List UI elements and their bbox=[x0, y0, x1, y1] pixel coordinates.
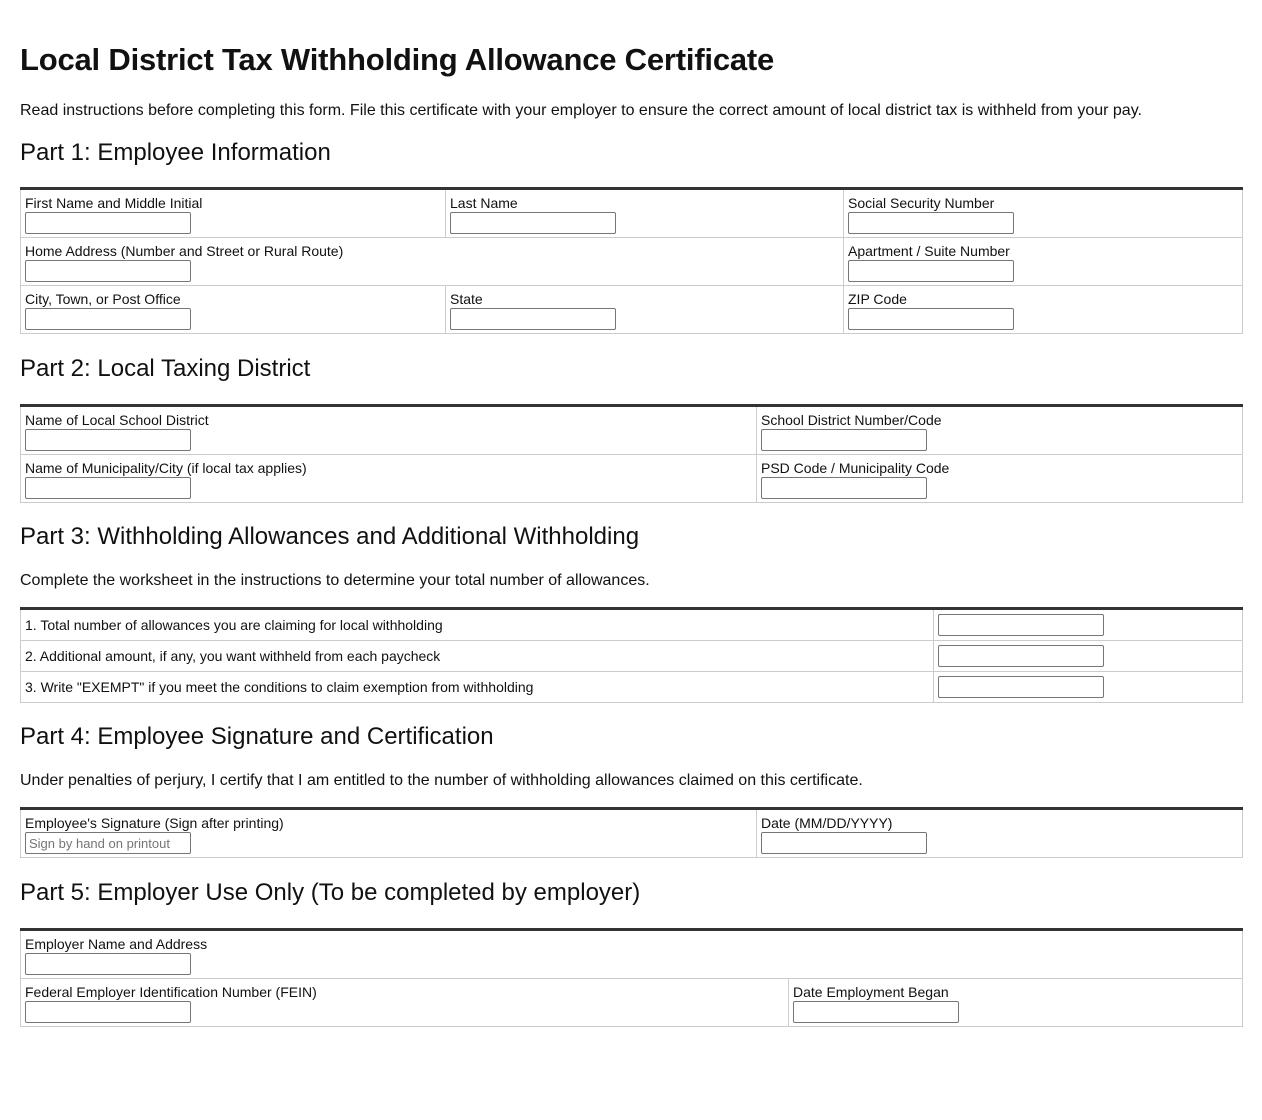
part3-heading: Part 3: Withholding Allowances and Additional Withholding bbox=[20, 523, 640, 550]
exempt-input[interactable] bbox=[938, 676, 1104, 698]
line-2-label: 2. Additional amount, if any, you want withheld from each paycheck bbox=[21, 641, 934, 672]
table-row bbox=[21, 406, 1243, 455]
table-row bbox=[21, 641, 1243, 672]
home-address-label: Home Address (Number and Street or Rural Route) bbox=[25, 243, 344, 259]
signature-label: Employee's Signature (Sign after printing) bbox=[25, 815, 284, 831]
signature-date-label: Date (MM/DD/YYYY) bbox=[761, 815, 893, 831]
last-name-cell bbox=[446, 189, 844, 238]
part4-heading: Part 4: Employee Signature and Certification bbox=[20, 723, 494, 750]
fein-input[interactable] bbox=[25, 1001, 191, 1023]
fein-label: Federal Employer Identification Number (FEIN) bbox=[25, 984, 317, 1000]
school-district-code-cell bbox=[757, 406, 1243, 455]
city-cell bbox=[21, 286, 446, 334]
line-3-input-cell bbox=[934, 672, 1243, 703]
employer-use-table bbox=[20, 928, 1243, 1027]
municipality-cell bbox=[21, 455, 757, 503]
line-1-label: 1. Total number of allowances you are claiming for local withholding bbox=[21, 609, 934, 641]
psd-code-cell bbox=[757, 455, 1243, 503]
city-label: City, Town, or Post Office bbox=[25, 291, 181, 307]
line-1-input-cell bbox=[934, 609, 1243, 641]
municipality-label: Name of Municipality/City (if local tax applies) bbox=[25, 460, 307, 476]
signature-table bbox=[20, 807, 1243, 858]
state-input[interactable] bbox=[450, 308, 616, 330]
last-name-input[interactable] bbox=[450, 212, 616, 234]
ssn-input[interactable] bbox=[848, 212, 1014, 234]
table-row bbox=[21, 979, 1243, 1027]
psd-code-label: PSD Code / Municipality Code bbox=[761, 460, 950, 476]
form-instructions: Read instructions before completing this form. File this certificate with your employer to ensure the correct amount of local district tax is withheld from your pay. bbox=[20, 102, 1142, 119]
ssn-cell bbox=[844, 189, 1243, 238]
psd-code-input[interactable] bbox=[761, 477, 927, 499]
municipality-input[interactable] bbox=[25, 477, 191, 499]
state-cell bbox=[446, 286, 844, 334]
table-row bbox=[21, 455, 1243, 503]
total-allowances-input[interactable] bbox=[938, 614, 1104, 636]
home-address-input[interactable] bbox=[25, 260, 191, 282]
school-district-input[interactable] bbox=[25, 429, 191, 451]
certification-statement: Under penalties of perjury, I certify that I am entitled to the number of withholding allowances claimed on this certificate. bbox=[20, 772, 863, 789]
employer-name-cell bbox=[21, 930, 1243, 979]
fein-cell bbox=[21, 979, 789, 1027]
school-district-code-input[interactable] bbox=[761, 429, 927, 451]
employment-date-input[interactable] bbox=[793, 1001, 959, 1023]
line-3-label: 3. Write "EXEMPT" if you meet the conditions to claim exemption from withholding bbox=[21, 672, 934, 703]
table-row bbox=[21, 809, 1243, 858]
zip-label: ZIP Code bbox=[848, 291, 907, 307]
zip-input[interactable] bbox=[848, 308, 1014, 330]
state-label: State bbox=[450, 291, 483, 307]
page-title: Local District Tax Withholding Allowance Certificate bbox=[20, 42, 775, 77]
employment-date-cell bbox=[789, 979, 1243, 1027]
apartment-cell bbox=[844, 238, 1243, 286]
table-row bbox=[21, 238, 1243, 286]
school-district-cell bbox=[21, 406, 757, 455]
withholding-allowances-table bbox=[20, 607, 1243, 703]
last-name-label: Last Name bbox=[450, 195, 518, 211]
school-district-code-label: School District Number/Code bbox=[761, 412, 942, 428]
part2-heading: Part 2: Local Taxing District bbox=[20, 355, 311, 382]
table-row bbox=[21, 930, 1243, 979]
zip-cell bbox=[844, 286, 1243, 334]
first-name-input[interactable] bbox=[25, 212, 191, 234]
apartment-input[interactable] bbox=[848, 260, 1014, 282]
first-name-cell bbox=[21, 189, 446, 238]
home-address-cell bbox=[21, 238, 844, 286]
signature-date-cell bbox=[757, 809, 1243, 858]
table-row bbox=[21, 609, 1243, 641]
part3-instructions: Complete the worksheet in the instructions to determine your total number of allowances. bbox=[20, 572, 650, 589]
employer-name-input[interactable] bbox=[25, 953, 191, 975]
signature-cell bbox=[21, 809, 757, 858]
ssn-label: Social Security Number bbox=[848, 195, 995, 211]
school-district-label: Name of Local School District bbox=[25, 412, 209, 428]
table-row bbox=[21, 672, 1243, 703]
employer-name-label: Employer Name and Address bbox=[25, 936, 208, 952]
local-taxing-district-table bbox=[20, 404, 1243, 503]
first-name-label: First Name and Middle Initial bbox=[25, 195, 203, 211]
line-2-input-cell bbox=[934, 641, 1243, 672]
employee-information-table bbox=[20, 187, 1243, 334]
city-input[interactable] bbox=[25, 308, 191, 330]
additional-amount-input[interactable] bbox=[938, 645, 1104, 667]
part1-heading: Part 1: Employee Information bbox=[20, 139, 331, 166]
table-row bbox=[21, 189, 1243, 238]
signature-input[interactable] bbox=[25, 832, 191, 854]
apartment-label: Apartment / Suite Number bbox=[848, 243, 1010, 259]
table-row bbox=[21, 286, 1243, 334]
part5-heading: Part 5: Employer Use Only (To be completed by employer) bbox=[20, 879, 641, 906]
signature-date-input[interactable] bbox=[761, 832, 927, 854]
employment-date-label: Date Employment Began bbox=[793, 984, 949, 1000]
